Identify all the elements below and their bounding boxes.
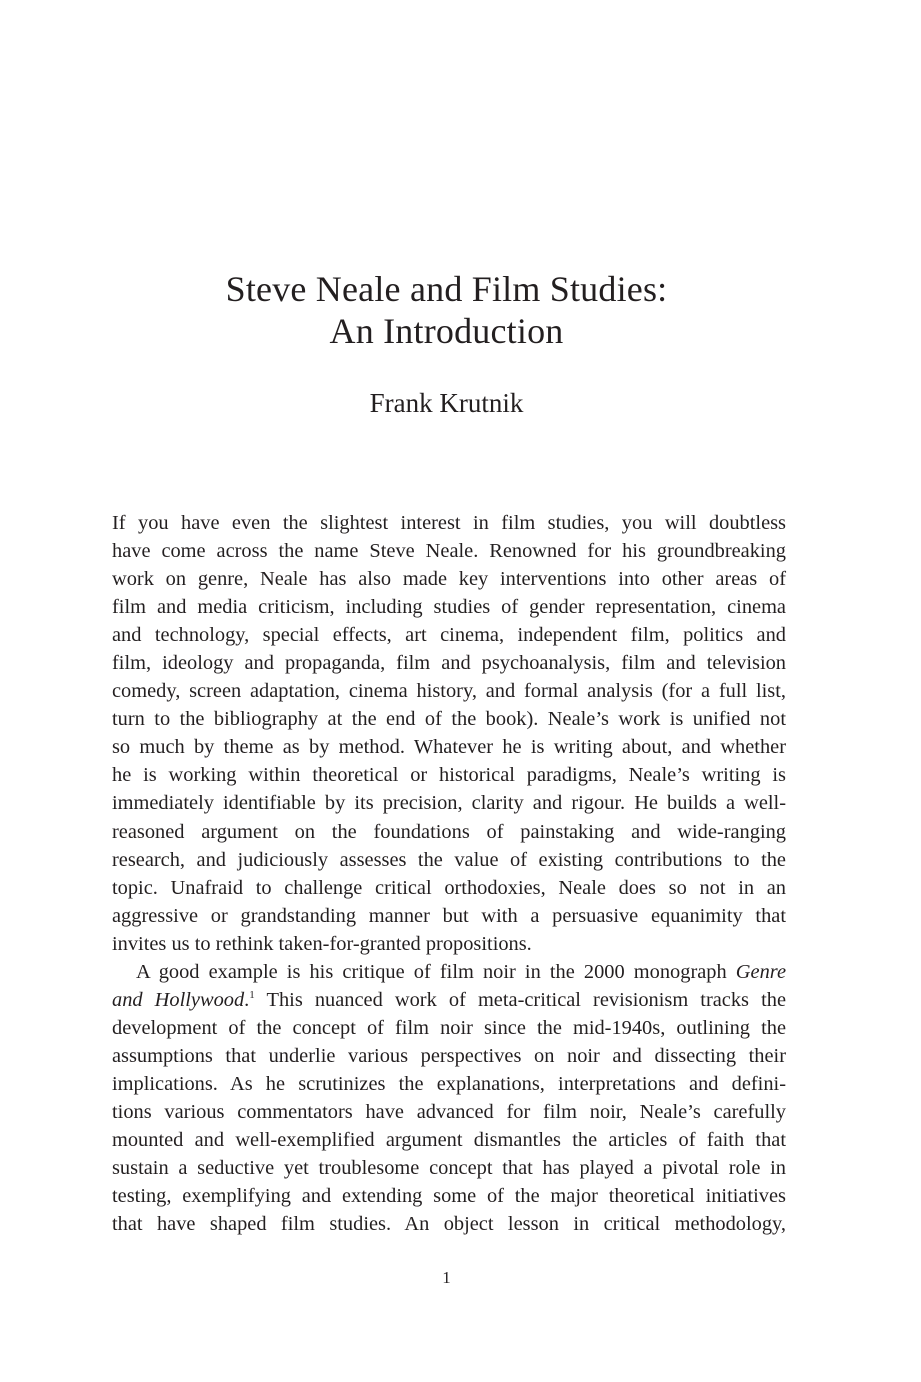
text-line: mounted and well-exemplified argument dismantles the articles of faith that bbox=[112, 1129, 786, 1152]
text-run: This nuanced work of meta-critical revisionism tracks the bbox=[254, 988, 786, 1011]
text-line: tions various commentators have advanced for film noir, Neale’s carefully bbox=[112, 1100, 786, 1123]
text-line: work on genre, Neale has also made key interventions into other areas of bbox=[112, 568, 786, 591]
chapter-title-line-1: Steve Neale and Film Studies: bbox=[225, 269, 668, 309]
text-line: research, and judiciously assesses the value of existing contributions to the bbox=[112, 848, 786, 871]
text-line: development of the concept of film noir since the mid-1940s, outlining the bbox=[112, 1016, 786, 1039]
text-line: have come across the name Steve Neale. Renowned for his groundbreaking bbox=[112, 540, 786, 563]
book-title-italic: and Hollywood bbox=[112, 988, 245, 1011]
text-line bbox=[112, 958, 786, 986]
text-line: immediately identifiable by its precision, clarity and rigour. He builds a well- bbox=[112, 792, 786, 815]
text-line: topic. Unafraid to challenge critical orthodoxies, Neale does so not in an bbox=[112, 876, 786, 899]
paragraph-1 bbox=[112, 509, 786, 958]
text-line: invites us to rethink taken-for-granted propositions. bbox=[112, 932, 532, 955]
body-text bbox=[112, 509, 786, 1238]
text-line: assumptions that underlie various perspectives on noir and dissecting their bbox=[112, 1044, 786, 1067]
text-line: aggressive or grandstanding manner but with a persuasive equanimity that bbox=[112, 904, 786, 927]
chapter-author: Frank Krutnik bbox=[369, 388, 524, 418]
text-run: . bbox=[244, 988, 250, 1011]
text-line bbox=[112, 986, 786, 1014]
text-line: he is working within theoretical or historical paradigms, Neale’s writing is bbox=[112, 764, 786, 787]
text-line: turn to the bibliography at the end of the book). Neale’s work is unified not bbox=[112, 708, 786, 731]
text-line: so much by theme as by method. Whatever he is writing about, and whether bbox=[112, 736, 786, 759]
text-line: film, ideology and propaganda, film and psychoanalysis, film and television bbox=[112, 652, 786, 675]
text-run: A good example is his critique of film noir in the 2000 monograph bbox=[136, 960, 736, 983]
text-line: If you have even the slightest interest in film studies, you will doubtless bbox=[112, 512, 786, 534]
footnote-marker[interactable]: 1 bbox=[249, 988, 255, 1001]
book-title-italic: Genre bbox=[735, 960, 786, 983]
text-line: reasoned argument on the foundations of painstaking and wide-ranging bbox=[112, 820, 786, 843]
text-line: comedy, screen adaptation, cinema history, and formal analysis (for a full list, bbox=[112, 680, 786, 703]
text-line: and technology, special effects, art cinema, independent film, politics and bbox=[112, 624, 786, 647]
text-line: testing, exemplifying and extending some of the major theoretical initiatives bbox=[112, 1185, 786, 1208]
chapter-title bbox=[0, 268, 893, 352]
paragraph-2 bbox=[112, 958, 786, 1238]
chapter-title-line-2: An Introduction bbox=[329, 311, 564, 351]
text-line: that have shaped film studies. An object lesson in critical methodology, bbox=[112, 1213, 786, 1236]
text-line: film and media criticism, including studies of gender representation, cinema bbox=[112, 596, 786, 619]
text-line: implications. As he scrutinizes the explanations, interpretations and defini- bbox=[112, 1072, 786, 1095]
page-number: 1 bbox=[442, 1268, 451, 1287]
text-line: sustain a seductive yet troublesome concept that has played a pivotal role in bbox=[112, 1157, 786, 1180]
